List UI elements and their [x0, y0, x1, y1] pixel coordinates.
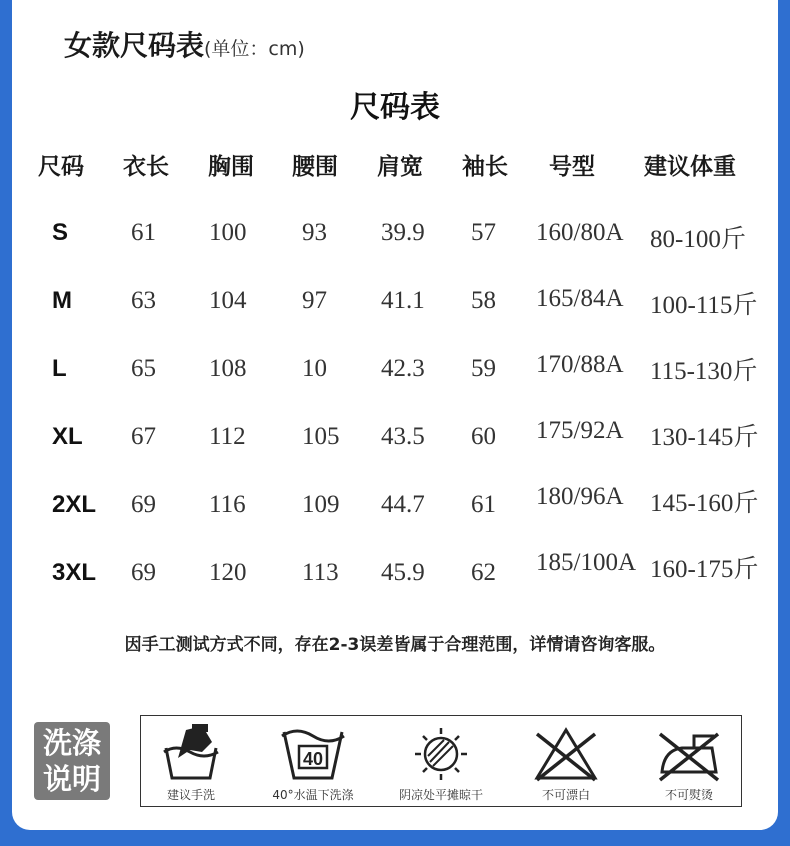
table-cell-size: XL	[52, 423, 83, 450]
care-label: 40°水温下洗涤	[272, 788, 354, 802]
table-cell: 69	[131, 491, 156, 518]
table-cell-size: 2XL	[52, 491, 97, 518]
table-cell: 180/96A	[536, 483, 624, 510]
table-cell: 100	[209, 219, 247, 246]
table-cell: 185/100A	[536, 549, 636, 576]
table-cell-size: M	[52, 287, 72, 314]
table-cell-size: S	[52, 219, 69, 246]
hand-wash-icon	[156, 722, 226, 784]
table-cell: 115-130斤	[650, 358, 758, 385]
table-cell: 42.3	[381, 355, 425, 382]
table-cell: 60	[471, 423, 496, 450]
table-cell: 160-175斤	[650, 556, 759, 583]
shade-dry-icon	[406, 722, 476, 784]
table-cell: 175/92A	[536, 417, 624, 444]
table-cell: 80-100斤	[650, 226, 746, 253]
care-label: 不可漂白	[541, 788, 590, 802]
care-symbols-box	[140, 715, 742, 807]
table-cell: 65	[131, 355, 156, 382]
table-cell: 62	[471, 559, 496, 586]
table-cell: 61	[471, 491, 496, 518]
care-label: 建议手洗	[166, 788, 215, 802]
care-item-shade-dry	[381, 722, 501, 803]
table-cell: 97	[302, 287, 327, 314]
badge-line-1: 洗涤	[42, 726, 101, 760]
col-header-length: 衣长	[123, 154, 169, 180]
table-cell: 93	[302, 219, 327, 246]
col-header-size: 尺码	[38, 154, 84, 180]
table-cell-size: 3XL	[52, 559, 97, 586]
table-cell: 105	[302, 423, 340, 450]
wash-instructions-badge	[34, 722, 110, 800]
care-item-wash-40	[253, 722, 373, 803]
table-cell: 109	[302, 491, 340, 518]
no-iron-icon	[654, 722, 724, 784]
table-cell: 41.1	[381, 287, 425, 314]
care-item-no-bleach	[506, 722, 626, 803]
wash-40-icon	[278, 722, 348, 784]
col-header-shoulder: 肩宽	[377, 154, 423, 180]
table-cell: 69	[131, 559, 156, 586]
table-cell: 108	[209, 355, 247, 382]
care-item-no-iron	[629, 722, 749, 803]
col-header-chest: 胸围	[208, 154, 254, 180]
table-cell: 160/80A	[536, 219, 624, 246]
table-cell: 104	[209, 287, 247, 314]
no-bleach-icon	[531, 722, 601, 784]
table-cell: 130-145斤	[650, 424, 759, 451]
table-cell-size: L	[52, 355, 67, 382]
table-cell: 39.9	[381, 219, 425, 246]
table-cell: 10	[302, 355, 327, 382]
table-cell: 63	[131, 287, 156, 314]
table-cell: 43.5	[381, 423, 425, 450]
table-cell: 57	[471, 219, 496, 246]
care-label: 阴凉处平摊晾干	[398, 788, 483, 802]
tolerance-note: 因手工测试方式不同，存在2-3误差皆属于合理范围，详情请咨询客服。	[124, 635, 666, 655]
table-title: 尺码表	[350, 90, 440, 125]
table-cell: 58	[471, 287, 496, 314]
table-cell: 44.7	[381, 491, 425, 518]
table-cell: 120	[209, 559, 247, 586]
table-cell: 61	[131, 219, 156, 246]
wash-temp-text: 40	[302, 749, 324, 769]
table-cell: 67	[131, 423, 156, 450]
col-header-weight: 建议体重	[644, 154, 736, 180]
table-cell: 45.9	[381, 559, 425, 586]
col-header-model: 号型	[549, 154, 595, 180]
table-cell: 113	[302, 559, 339, 586]
table-cell: 116	[209, 491, 246, 518]
col-header-waist: 腰围	[292, 154, 338, 180]
table-cell: 59	[471, 355, 496, 382]
table-cell: 165/84A	[536, 285, 624, 312]
table-cell: 170/88A	[536, 351, 624, 378]
badge-line-2: 说明	[42, 762, 101, 796]
table-cell: 145-160斤	[650, 490, 759, 517]
unit-label: (单位：cm)	[204, 38, 305, 60]
page-title-text: 女款尺码表	[64, 29, 205, 62]
care-item-hand-wash	[131, 722, 251, 803]
table-cell: 100-115斤	[650, 292, 758, 319]
table-cell: 112	[209, 423, 246, 450]
care-label: 不可熨烫	[664, 788, 713, 802]
col-header-sleeve: 袖长	[462, 154, 508, 180]
